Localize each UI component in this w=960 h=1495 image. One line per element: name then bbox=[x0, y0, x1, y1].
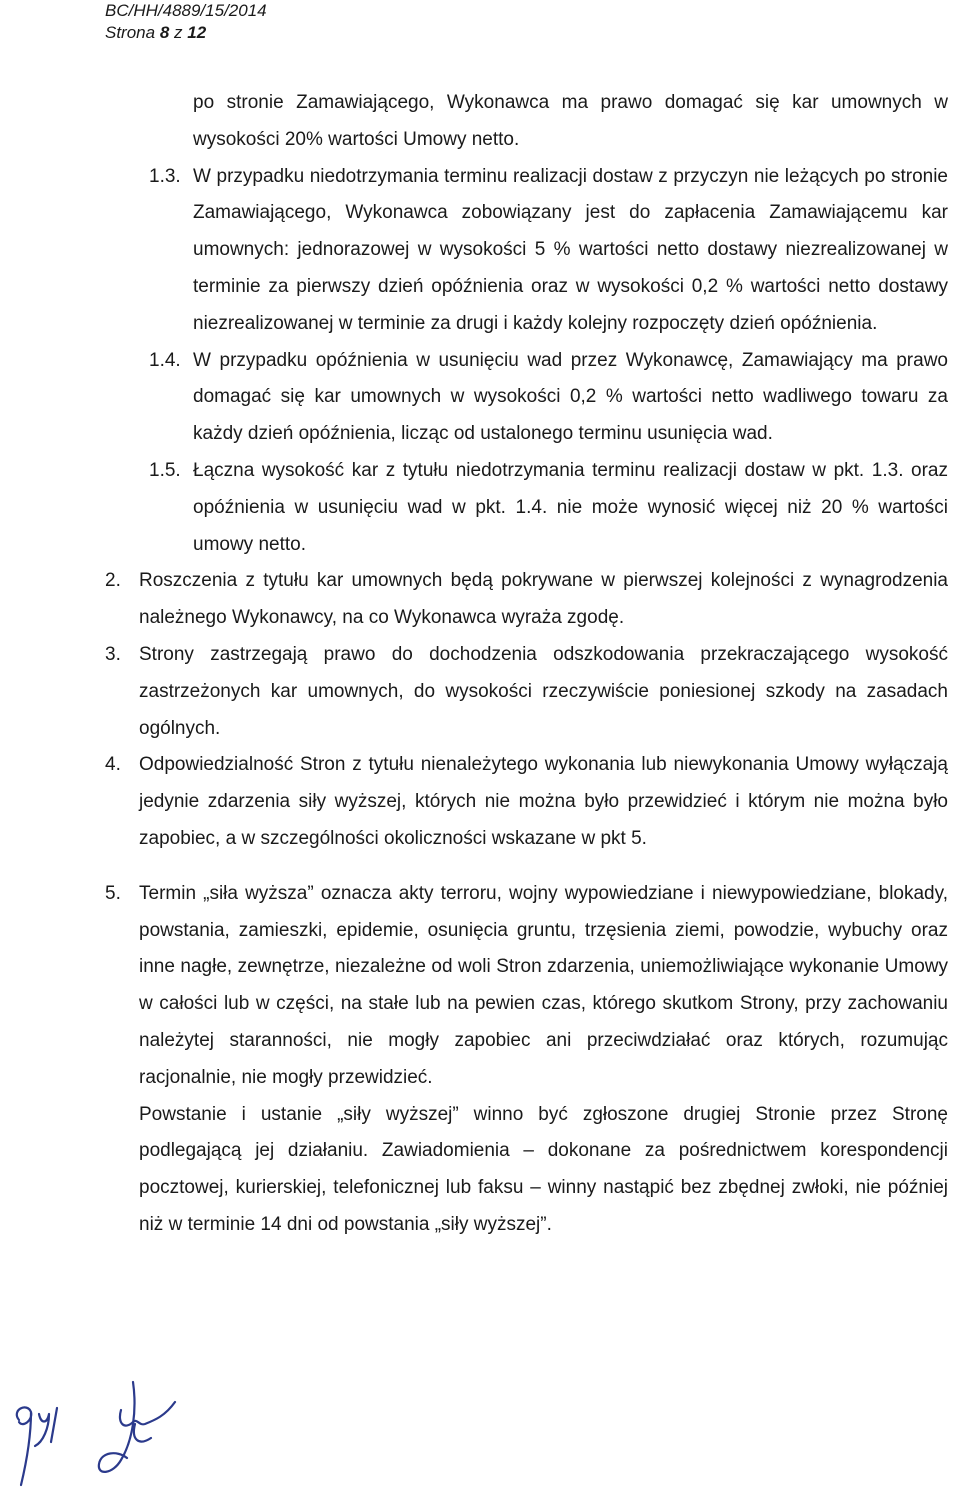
clause-4 bbox=[105, 747, 948, 857]
page-header bbox=[105, 0, 267, 44]
clause-text-continued: Powstanie i ustanie „siły wyższej” winno być zgłoszone drugiej Stronie przez Stronę podlegającą jej działaniu. Zawiadomienia – dokonane za pośrednictwem korespondencji pocztowej, kurierskiej, telefonicznej lub faksu – winny nastąpić bez zbędnej zwłoki, nie później niż w terminie 14 dni od powstania „siły wyższej”. bbox=[139, 1103, 948, 1235]
clause-text: W przypadku opóźnienia w usunięciu wad przez Wykonawcę, Zamawiający ma prawo domagać się kar umownych w wysokości 0,2 % wartości netto wadliwego towaru za każdy dzień opóźnienia, licząc od ustalonego terminu usunięcia wad. bbox=[193, 349, 948, 445]
clause-text: Strony zastrzegają prawo do dochodzenia odszkodowania przekraczającego wysokość zastrzeżonych kar umownych, do wysokości rzeczywiście poniesionej szkody na zasadach ogólnych. bbox=[139, 643, 948, 739]
clause-text: W przypadku niedotrzymania terminu realizacji dostaw z przyczyn nie leżących po stronie Zamawiającego, Wykonawca zobowiązany jest do zapłacenia Zamawiającemu kar umownych: jednorazowej w wysokości 5 % wartości netto dostawy niezrealizowanej w terminie za pierwszy dzień opóźnienia oraz w wysokości 0,2 % wartości netto dostawy niezrealizowanej w terminie za drugi i każdy kolejny rozpoczęty dzień opóźnienia. bbox=[193, 165, 948, 334]
clause-number: 2. bbox=[105, 570, 121, 592]
document-body bbox=[105, 85, 948, 1244]
clause-text: Termin „siła wyższa” oznacza akty terroru, wojny wypowiedziane i niewypowiedziane, blokady, powstania, zamieszki, epidemie, osunięcia gruntu, trzęsienia ziemi, powodzie, wybuchy oraz inne nagłe, zewnętrze, niezależne od woli Stron zdarzenia, uniemożliwiające wykonanie Umowy w całości lub w części, na stałe lub na pewien czas, którego skutkom Strony, przy zachowaniu należytej staranności, nie mogły zapobiec ani przeciwdziałać oraz których, rozumując racjonalnie, nie mogły przewidzieć. bbox=[139, 882, 948, 1088]
clause-number: 1.5. bbox=[149, 459, 181, 481]
clause-text: Łączna wysokość kar z tytułu niedotrzymania terminu realizacji dostaw w pkt. 1.3. oraz opóźnienia w usunięciu wad w pkt. 1.4. nie może wynosić więcej niż 20 % wartości umowy netto. bbox=[193, 459, 948, 555]
clause-1-3 bbox=[105, 159, 948, 343]
document-reference: BC/HH/4889/15/2014 bbox=[105, 1, 267, 20]
page-total: 12 bbox=[187, 23, 207, 42]
paragraph-1-2-continuation: po stronie Zamawiającego, Wykonawca ma prawo domagać się kar umownych w wysokości 20% wartości Umowy netto. bbox=[193, 92, 948, 150]
clause-text: Odpowiedzialność Stron z tytułu nienależytego wykonania lub niewykonania Umowy wyłączają jedynie zdarzenia siły wyższej, których nie można było przewidzieć i którym nie można było zapobiec, a w szczególności okoliczności wskazane w pkt 5. bbox=[139, 754, 948, 849]
clause-number: 4. bbox=[105, 754, 121, 776]
clause-1-5 bbox=[105, 453, 948, 563]
handwritten-signature bbox=[5, 1380, 205, 1490]
clause-number: 1.4. bbox=[149, 349, 181, 371]
clause-1-4 bbox=[105, 343, 948, 453]
clause-number: 3. bbox=[105, 643, 121, 665]
clause-5 bbox=[105, 876, 948, 1244]
clause-number: 1.3. bbox=[149, 165, 181, 187]
clause-3 bbox=[105, 637, 948, 747]
page-current: 8 bbox=[159, 23, 170, 42]
clause-number: 5. bbox=[105, 882, 121, 904]
page-number: Strona 8 z 12 bbox=[105, 23, 207, 42]
clause-text: Roszczenia z tytułu kar umownych będą pokrywane w pierwszej kolejności z wynagrodzenia należnego Wykonawcy, na co Wykonawca wyraża zgodę. bbox=[139, 570, 948, 629]
clause-2 bbox=[105, 563, 948, 637]
